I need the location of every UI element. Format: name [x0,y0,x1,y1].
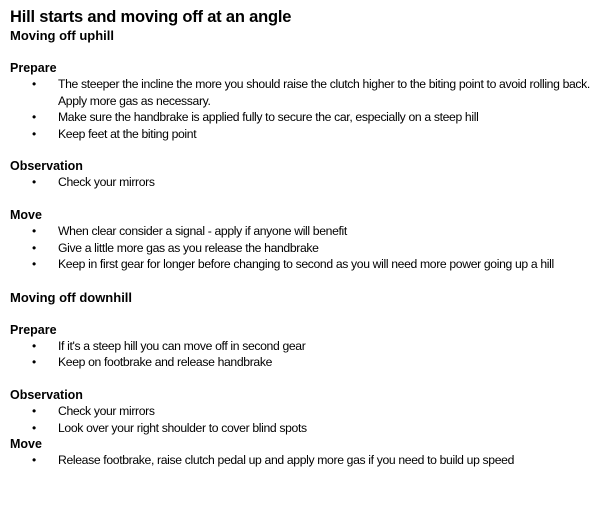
uphill-observation-list [10,174,606,191]
list-item: • When clear consider a signal - apply if anyone will benefit [10,223,606,240]
list-item: • Look over your right shoulder to cover blind spots [10,420,606,437]
downhill-observation-heading: Observation [10,387,83,402]
page-title: Hill starts and moving off at an angle [10,8,292,26]
list-item: • Keep in first gear for longer before changing to second as you will need more power going up a hill [10,256,606,273]
downhill-heading: Moving off downhill [10,289,133,305]
uphill-move-list [10,223,606,273]
downhill-prepare-list [10,338,606,371]
downhill-observation-list [10,403,606,436]
uphill-heading: Moving off uphill [10,28,114,43]
list-item: • Give a little more gas as you release the handbrake [10,240,606,257]
list-item: • If it's a steep hill you can move off in second gear [10,338,606,355]
downhill-move-list [10,452,606,469]
downhill-prepare-heading: Prepare [10,322,57,337]
list-item: • Keep on footbrake and release handbrake [10,354,606,371]
uphill-prepare-heading: Prepare [10,61,57,75]
document-page [10,7,606,469]
downhill-move-heading: Move [10,437,42,452]
list-item: • Check your mirrors [10,174,606,191]
uphill-observation-heading: Observation [10,159,83,174]
list-item: • Check your mirrors [10,403,606,420]
uphill-move-heading: Move [10,207,42,222]
list-item: • Keep feet at the biting point [10,126,606,143]
uphill-prepare-list [10,76,606,142]
list-item: • Make sure the handbrake is applied fully to secure the car, especially on a steep hill [10,109,606,126]
list-item: • Release footbrake, raise clutch pedal up and apply more gas if you need to build up speed [10,452,606,469]
list-item: • The steeper the incline the more you should raise the clutch higher to the biting point to avoid rolling back. Apply more gas as necessary. [10,76,606,109]
